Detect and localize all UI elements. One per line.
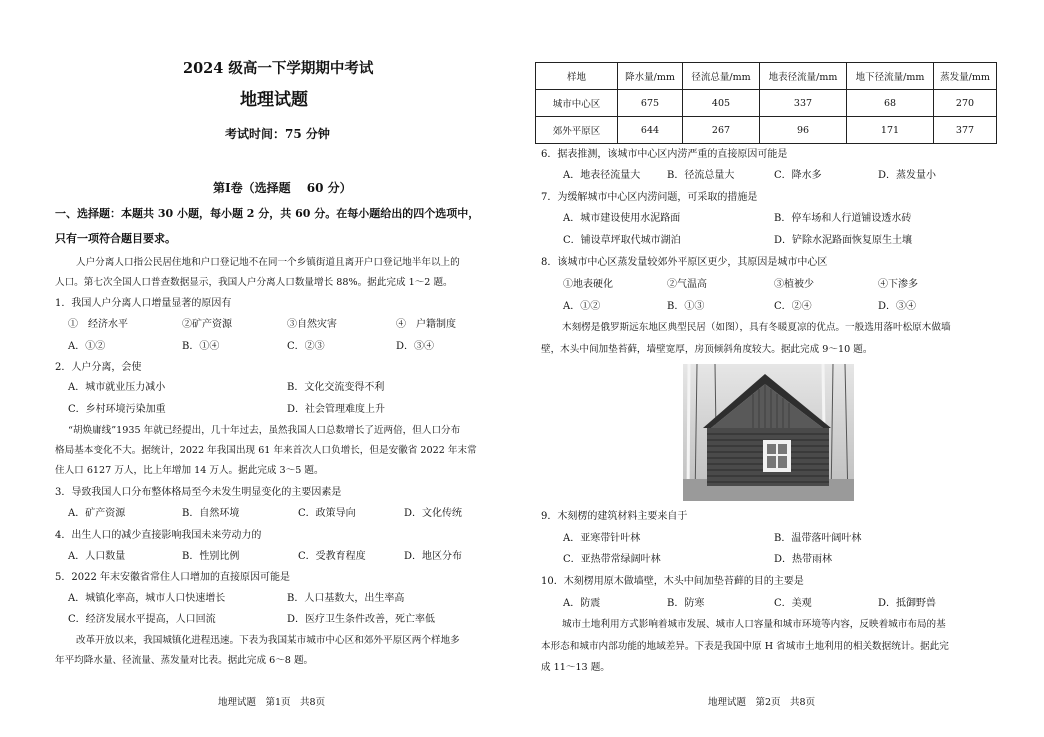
q8-item-1: ①地表硬化 — [563, 279, 613, 290]
table-cell: 城市中心区 — [536, 90, 618, 117]
table-cell: 270 — [934, 90, 997, 117]
table-header-cell: 蒸发量/mm — [934, 63, 997, 90]
log-cabin-photo — [683, 364, 854, 501]
q8-item-2: ②气温高 — [667, 279, 707, 290]
exam-title: 2024 级高一下学期期中考试 — [183, 60, 374, 77]
q8-item-3: ③植被少 — [774, 279, 814, 290]
runoff-table — [535, 62, 997, 144]
q8-option-a[interactable]: A．①② — [563, 301, 601, 312]
q10-option-a[interactable]: A．防震 — [563, 598, 601, 609]
table-header-cell: 地表径流量/mm — [760, 63, 847, 90]
page-footer-left: 地理试题 第1页 共8页 — [218, 697, 326, 708]
q3-option-b[interactable]: B．自然环境 — [182, 508, 240, 519]
q5-option-b[interactable]: B．人口基数大，出生率高 — [287, 593, 405, 604]
q7-option-c[interactable]: C．铺设草坪取代城市湖泊 — [563, 235, 681, 246]
q3-option-a[interactable]: A．矿产资源 — [68, 508, 126, 519]
q8-option-d[interactable]: D．③④ — [878, 301, 917, 312]
question-10: 10．木刻楞用原木做墙壁，木头中间加垫苔藓的目的主要是 — [541, 576, 804, 587]
q9-option-d[interactable]: D．热带雨林 — [774, 554, 833, 565]
passage-5-line2: 本形态和城市内部功能的地域差异。下表是我国中原 H 省城市土地利用的相关数据统计。据此完 — [541, 641, 949, 652]
q8-option-c[interactable]: C．②④ — [774, 301, 812, 312]
q3-option-c[interactable]: C．政策导向 — [298, 508, 356, 519]
question-4: 4．出生人口的减少直接影响我国未来劳动力的 — [55, 530, 262, 541]
q1-item-4: ④ 户籍制度 — [396, 319, 456, 330]
passage-5-line3: 成 11～13 题。 — [541, 662, 610, 673]
table-header-cell: 地下径流量/mm — [847, 63, 934, 90]
q1-option-c[interactable]: C．②③ — [287, 341, 325, 352]
table-cell: 郊外平原区 — [536, 117, 618, 144]
passage-2-line3: 住人口 6127 万人，比上年增加 14 万人。据此完成 3～5 题。 — [55, 465, 324, 476]
q6-option-b[interactable]: B．径流总量大 — [667, 170, 735, 181]
q9-option-a[interactable]: A．亚寒带针叶林 — [563, 533, 641, 544]
page-footer-right: 地理试题 第2页 共8页 — [708, 697, 816, 708]
q6-option-d[interactable]: D．蒸发量小 — [878, 170, 937, 181]
part-heading: 第Ⅰ卷（选择题 60 分） — [213, 181, 352, 195]
q9-option-c[interactable]: C．亚热带常绿阔叶林 — [563, 554, 661, 565]
table-header-row — [536, 63, 997, 90]
section-heading-line1: 一、选择题：本题共 30 小题，每小题 2 分，共 60 分。在每小题给出的四个选项中， — [55, 207, 480, 220]
q6-option-c[interactable]: C．降水多 — [774, 170, 822, 181]
passage-1-line2: 人口。第七次全国人口普查数据显示，我国人户分离人口数量增长 88%。据此完成 1～2 题。 — [55, 277, 453, 288]
table-cell: 644 — [618, 117, 683, 144]
q2-option-d[interactable]: D．社会管理难度上升 — [287, 404, 386, 415]
question-8: 8．该城市中心区蒸发量较郊外平原区更少，其原因是城市中心区 — [541, 257, 828, 268]
q8-item-4: ④下渗多 — [878, 279, 918, 290]
q7-option-b[interactable]: B．停车场和人行道铺设透水砖 — [774, 213, 912, 224]
q1-item-1: ① 经济水平 — [68, 319, 128, 330]
q2-option-b[interactable]: B．文化交流变得不利 — [287, 382, 385, 393]
exam-time: 考试时间：75 分钟 — [225, 127, 330, 141]
table-cell: 405 — [683, 90, 760, 117]
q3-option-d[interactable]: D．文化传统 — [404, 508, 463, 519]
passage-2-line2: 格局基本变化不大。据统计，2022 年我国出现 61 年来首次人口负增长，但是安徽省 2022 年末常 — [55, 445, 477, 456]
table-cell: 171 — [847, 117, 934, 144]
q1-option-d[interactable]: D．③④ — [396, 341, 435, 352]
q9-option-b[interactable]: B．温带落叶阔叶林 — [774, 533, 862, 544]
q10-option-d[interactable]: D．抵御野兽 — [878, 598, 937, 609]
q6-option-a[interactable]: A．地表径流量大 — [563, 170, 641, 181]
subject-title: 地理试题 — [240, 90, 308, 110]
q4-option-b[interactable]: B．性别比例 — [182, 551, 240, 562]
passage-3-line2: 年平均降水量、径流量、蒸发量对比表。据此完成 6～8 题。 — [55, 655, 314, 666]
table-row — [536, 117, 997, 144]
q2-option-a[interactable]: A．城市就业压力减小 — [68, 382, 166, 393]
table-cell: 68 — [847, 90, 934, 117]
q1-option-a[interactable]: A．①② — [68, 341, 106, 352]
q8-option-b[interactable]: B．①③ — [667, 301, 705, 312]
table-header-cell: 样地 — [536, 63, 618, 90]
q7-option-d[interactable]: D．铲除水泥路面恢复原生土壤 — [774, 235, 913, 246]
log-cabin-illustration — [683, 364, 854, 501]
passage-5-line1: 城市土地利用方式影响着城市发展、城市人口容量和城市环境等内容，反映着城市布局的基 — [562, 619, 946, 630]
table-cell: 96 — [760, 117, 847, 144]
q1-item-3: ③自然灾害 — [287, 319, 337, 330]
q1-item-2: ②矿产资源 — [182, 319, 232, 330]
question-6: 6．据表推测，该城市中心区内涝严重的直接原因可能是 — [541, 149, 788, 160]
q2-option-c[interactable]: C．乡村环境污染加重 — [68, 404, 166, 415]
q5-option-d[interactable]: D．医疗卫生条件改善，死亡率低 — [287, 614, 436, 625]
q10-option-b[interactable]: B．防寒 — [667, 598, 705, 609]
q5-option-c[interactable]: C．经济发展水平提高，人口回流 — [68, 614, 216, 625]
question-5: 5．2022 年末安徽省常住人口增加的直接原因可能是 — [55, 572, 290, 583]
question-3: 3．导致我国人口分布整体格局至今未发生明显变化的主要因素是 — [55, 487, 342, 498]
passage-1-line1: 人户分离人口指公民居住地和户口登记地不在同一个乡镇街道且离开户口登记地半年以上的 — [76, 257, 460, 268]
q10-option-c[interactable]: C．美观 — [774, 598, 812, 609]
passage-2-line1: “胡焕庸线”1935 年就已经提出，几十年过去，虽然我国人口总数增长了近两倍，但人口分布 — [68, 425, 461, 436]
passage-4-line1: 木刻楞是俄罗斯远东地区典型民居（如图），具有冬暖夏凉的优点。一般选用落叶松原木做墙 — [562, 322, 951, 333]
q5-option-a[interactable]: A．城镇化率高，城市人口快速增长 — [68, 593, 226, 604]
q4-option-d[interactable]: D．地区分布 — [404, 551, 463, 562]
table-row — [536, 90, 997, 117]
table-header-cell: 径流总量/mm — [683, 63, 760, 90]
passage-3-line1: 改革开放以来，我国城镇化进程迅速。下表为我国某市城市中心区和郊外平原区两个样地多 — [76, 635, 460, 646]
table-cell: 267 — [683, 117, 760, 144]
table-cell: 675 — [618, 90, 683, 117]
table-cell: 337 — [760, 90, 847, 117]
q1-option-b[interactable]: B．①④ — [182, 341, 220, 352]
table-cell: 377 — [934, 117, 997, 144]
question-2: 2．人户分离，会使 — [55, 362, 142, 373]
q4-option-c[interactable]: C．受教育程度 — [298, 551, 366, 562]
q7-option-a[interactable]: A．城市建设使用水泥路面 — [563, 213, 681, 224]
q4-option-a[interactable]: A．人口数量 — [68, 551, 126, 562]
passage-4-line2: 壁，木头中间加垫苔藓，墙壁宽厚，房顶倾斜角度较大。据此完成 9～10 题。 — [541, 344, 873, 355]
question-7: 7．为缓解城市中心区内涝问题，可采取的措施是 — [541, 192, 758, 203]
section-heading-line2: 只有一项符合题目要求。 — [55, 232, 176, 245]
question-1: 1．我国人户分离人口增量显著的原因有 — [55, 298, 232, 309]
question-9: 9．木刻楞的建筑材料主要来自于 — [541, 511, 688, 522]
table-header-cell: 降水量/mm — [618, 63, 683, 90]
